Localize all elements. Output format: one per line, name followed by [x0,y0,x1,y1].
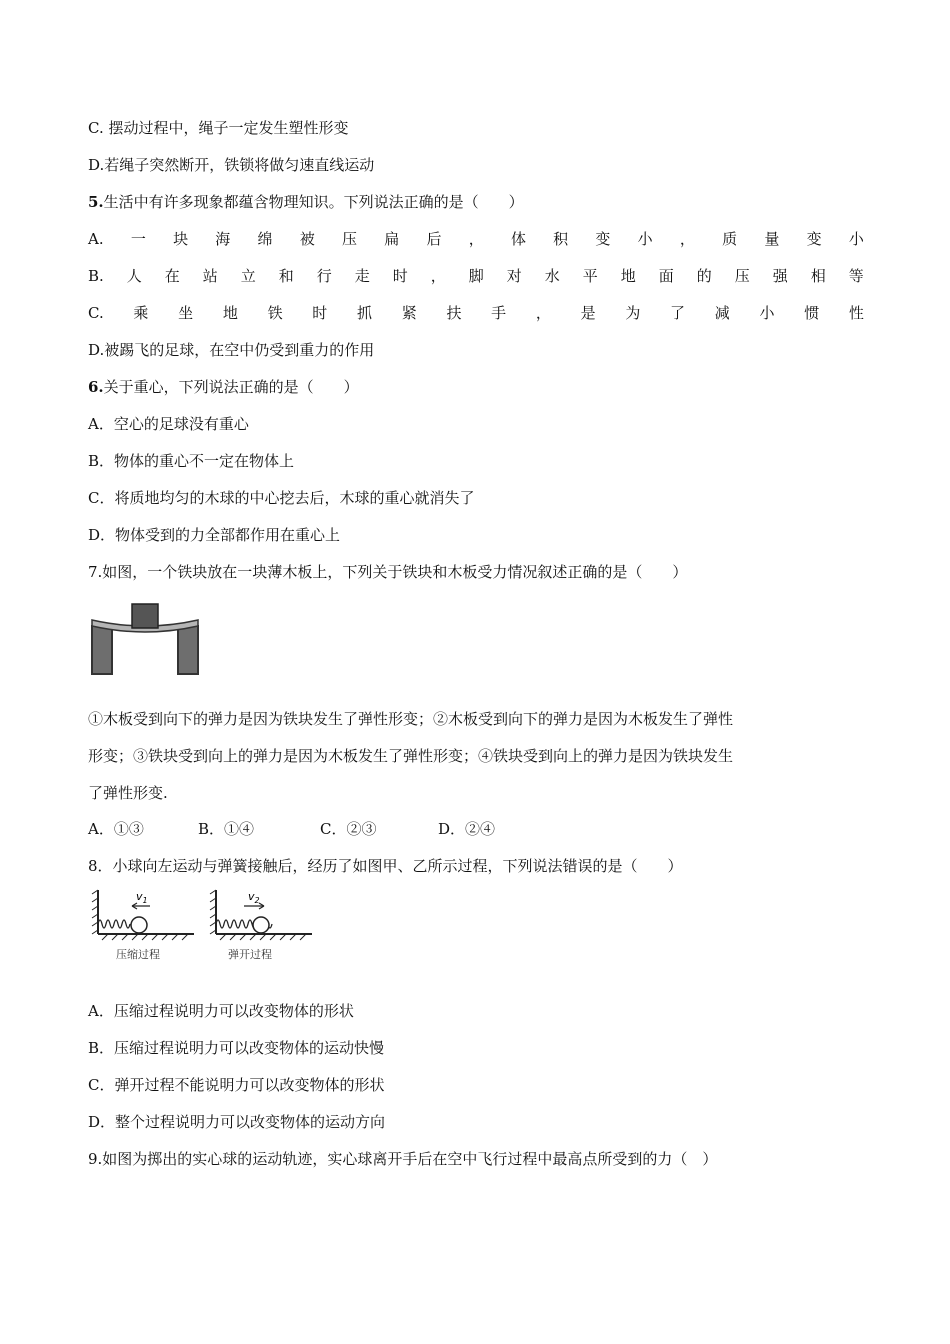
q5c-char: ， [535,304,551,322]
q6-option-c: C．将质地均匀的木球的中心挖去后，木球的重心就消失了 [88,489,475,507]
q5b-char: 立 [240,267,256,285]
q7-option-b: B．①④ [198,820,255,838]
q5b-char: 和 [278,267,294,285]
q5-option-d: D.被踢飞的足球，在空中仍受到重力的作用 [88,341,375,359]
q5b-char: 强 [772,267,788,285]
q5a-char: 体 [510,230,526,248]
q7-figure-iron-block-on-board [88,598,204,678]
q8-stem: 8．小球向左运动与弹簧接触后，经历了如图甲、乙所示过程，下列说法错误的是（ ） [88,857,683,875]
q5a-char: 海 [215,230,231,248]
q5b-char: 地 [620,267,636,285]
q5c-char: 为 [625,304,641,322]
q7-left-support [92,626,112,674]
q8-right-caption: 弹开过程 [228,948,272,961]
q5b-char: ， [430,267,446,285]
q5c-char: 惯 [804,304,820,322]
q5b-char: 平 [582,267,598,285]
q5c-char: 手 [491,304,507,322]
q9-stem: 9.如图为掷出的实心球的运动轨迹，实心球离开手后在空中飞行过程中最高点所受到的力（ ） [88,1150,718,1168]
q8-release-panel [210,890,312,961]
q5-number: 5. [88,193,104,211]
q5b-label: B. [88,267,104,285]
q7-statement-line-3: 了弹性形变. [88,784,168,802]
q7-option-a: A．①③ [88,820,144,838]
q7-options [88,819,495,839]
q8-option-c: C．弹开过程不能说明力可以改变物体的形状 [88,1076,385,1094]
q5c-char: 减 [714,304,730,322]
q5a-char: ， [679,230,695,248]
q5c-char: 性 [848,304,864,322]
q5c-char: 了 [670,304,686,322]
q5a-char: ， [468,230,484,248]
q5a-char: 压 [342,230,358,248]
q8-left-caption: 压缩过程 [116,948,160,961]
q5c-char: 时 [312,304,328,322]
q7-iron-block [132,604,158,628]
q8-option-b: B．压缩过程说明力可以改变物体的运动快慢 [88,1039,385,1057]
q4-option-d: D.若绳子突然断开，铁锁将做匀速直线运动 [88,156,375,174]
q5-option-c [88,303,864,323]
q5a-char: 小 [637,230,653,248]
q5a-char: 质 [722,230,738,248]
q5c-char: 地 [222,304,238,322]
q8-spring-compressed [98,920,130,928]
q5a-char: 量 [764,230,780,248]
q5a-char: 变 [595,230,611,248]
q5c-char: 小 [759,304,775,322]
q5a-label: A. [88,230,104,248]
q5c-char: 扶 [446,304,462,322]
q5a-char: 变 [806,230,822,248]
q5b-char: 压 [734,267,750,285]
q7-stem: 7.如图，一个铁块放在一块薄木板上，下列关于铁块和木板受力情况叙述正确的是（ ） [88,563,688,581]
q5b-char: 对 [506,267,522,285]
q5b-char: 等 [848,267,864,285]
q5c-label: C. [88,304,104,322]
q5b-char: 行 [316,267,332,285]
q5a-char: 积 [553,230,569,248]
q5-text: 生活中有许多现象都蕴含物理知识。下列说法正确的是（ ） [103,193,524,211]
q5c-char: 铁 [267,304,283,322]
q5-option-b [88,266,864,286]
q7-option-c: C．②③ [320,820,377,838]
q5b-char: 在 [164,267,180,285]
q8-v1-label: $v_1$ [136,890,148,905]
q5c-char: 是 [580,304,596,322]
q5c-char: 乘 [133,304,149,322]
q8-figure-spring-ball [88,884,318,964]
q8-ball-left [131,917,147,933]
q5b-char: 脚 [468,267,484,285]
q5a-char: 小 [848,230,864,248]
q5b-char: 面 [658,267,674,285]
q5a-char: 扁 [384,230,400,248]
q5a-char: 后 [426,230,442,248]
q5a-char: 绵 [257,230,273,248]
q5a-char: 一 [130,230,146,248]
q4-option-c: C. 摆动过程中，绳子一定发生塑性形变 [88,119,349,137]
q5b-char: 人 [126,267,142,285]
q5c-char: 紧 [401,304,417,322]
q5-stem [88,192,524,212]
q5b-char: 水 [544,267,560,285]
q6-stem [88,377,359,397]
q7-right-support [178,626,198,674]
q7-option-d: D．②④ [438,820,496,838]
q5b-char: 走 [354,267,370,285]
q7-statement-line-1: ①木板受到向下的弹力是因为铁块发生了弹性形变；②木板受到向下的弹力是因为木板发生了弹性 [88,710,734,728]
q5b-char: 时 [392,267,408,285]
q6-option-a: A．空心的足球没有重心 [88,415,249,433]
q5b-char: 站 [202,267,218,285]
q5-option-a [88,229,864,249]
q6-text: 关于重心，下列说法正确的是（ ） [103,378,359,396]
q8-compression-panel [92,890,194,961]
q5b-char: 的 [696,267,712,285]
q5a-char: 被 [299,230,315,248]
q5b-char: 相 [810,267,826,285]
q5a-char: 块 [173,230,189,248]
q6-option-b: B．物体的重心不一定在物体上 [88,452,295,470]
q8-v2-label: $v_2$ [248,890,260,905]
q5c-char: 坐 [178,304,194,322]
q6-number: 6. [88,378,104,396]
q8-option-a: A．压缩过程说明力可以改变物体的形状 [88,1002,354,1020]
q8-option-d: D．整个过程说明力可以改变物体的运动方向 [88,1113,386,1131]
q8-ball-right [253,917,269,933]
q5c-char: 抓 [357,304,373,322]
q7-statement-line-2: 形变；③铁块受到向上的弹力是因为木板发生了弹性形变；④铁块受到向上的弹力是因为铁块发生 [88,747,734,765]
q6-option-d: D．物体受到的力全部都作用在重心上 [88,526,341,544]
